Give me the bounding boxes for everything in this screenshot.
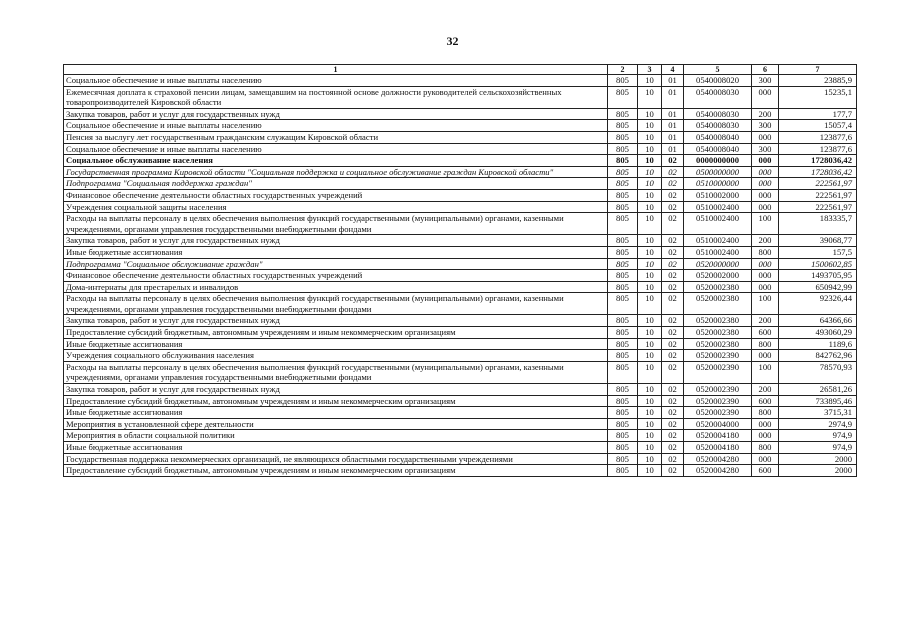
cell-subsection: 02	[662, 338, 684, 350]
cell-name: Предоставление субсидий бюджетным, автономным учреждениям и иным некоммерческим организациям	[64, 395, 608, 407]
cell-amount: 842762,96	[779, 350, 857, 362]
cell-expense-type: 000	[752, 189, 779, 201]
cell-target-article: 0500000000	[684, 166, 752, 178]
cell-ministry-code: 805	[608, 384, 638, 396]
cell-ministry-code: 805	[608, 213, 638, 235]
table-row	[64, 246, 857, 258]
cell-target-article: 0540008040	[684, 143, 752, 155]
cell-target-article: 0520002380	[684, 315, 752, 327]
cell-expense-type: 000	[752, 131, 779, 143]
table-row	[64, 120, 857, 132]
cell-subsection: 02	[662, 384, 684, 396]
cell-name: Дома-интернаты для престарелых и инвалидов	[64, 281, 608, 293]
cell-expense-type: 200	[752, 235, 779, 247]
cell-section: 10	[638, 246, 662, 258]
cell-section: 10	[638, 395, 662, 407]
cell-name: Социальное обеспечение и иные выплаты населению	[64, 75, 608, 87]
header-cell-name: 1	[64, 65, 608, 75]
budget-table	[63, 64, 857, 477]
cell-subsection: 02	[662, 270, 684, 282]
cell-amount: 1728036,42	[779, 155, 857, 167]
cell-name: Закупка товаров, работ и услуг для государственных нужд	[64, 108, 608, 120]
cell-target-article: 0520002380	[684, 293, 752, 315]
table-row	[64, 442, 857, 454]
cell-subsection: 02	[662, 315, 684, 327]
cell-subsection: 01	[662, 75, 684, 87]
cell-name: Иные бюджетные ассигнования	[64, 246, 608, 258]
table-row	[64, 418, 857, 430]
cell-expense-type: 000	[752, 418, 779, 430]
cell-subsection: 02	[662, 327, 684, 339]
table-row	[64, 143, 857, 155]
cell-name: Учреждения социальной защиты населения	[64, 201, 608, 213]
cell-expense-type: 100	[752, 213, 779, 235]
cell-target-article: 0540008020	[684, 75, 752, 87]
cell-amount: 222561,97	[779, 189, 857, 201]
cell-amount: 1500602,85	[779, 258, 857, 270]
cell-amount: 92326,44	[779, 293, 857, 315]
cell-target-article: 0540008030	[684, 86, 752, 108]
cell-name: Подпрограмма "Социальное обслуживание граждан"	[64, 258, 608, 270]
cell-subsection: 02	[662, 246, 684, 258]
cell-ministry-code: 805	[608, 407, 638, 419]
cell-section: 10	[638, 293, 662, 315]
cell-subsection: 01	[662, 86, 684, 108]
cell-section: 10	[638, 418, 662, 430]
table-row	[64, 131, 857, 143]
cell-target-article: 0520002380	[684, 327, 752, 339]
cell-name: Учреждения социального обслуживания населения	[64, 350, 608, 362]
cell-expense-type: 000	[752, 270, 779, 282]
cell-target-article: 0000000000	[684, 155, 752, 167]
table-row	[64, 235, 857, 247]
cell-amount: 222561,97	[779, 201, 857, 213]
cell-ministry-code: 805	[608, 201, 638, 213]
cell-amount: 23885,9	[779, 75, 857, 87]
cell-expense-type: 200	[752, 384, 779, 396]
cell-section: 10	[638, 75, 662, 87]
cell-amount: 222561,97	[779, 178, 857, 190]
cell-amount: 493060,29	[779, 327, 857, 339]
cell-ministry-code: 805	[608, 293, 638, 315]
cell-subsection: 02	[662, 189, 684, 201]
cell-expense-type: 600	[752, 465, 779, 477]
cell-subsection: 01	[662, 131, 684, 143]
cell-section: 10	[638, 189, 662, 201]
table-row	[64, 361, 857, 383]
table-row	[64, 315, 857, 327]
cell-target-article: 0520004180	[684, 430, 752, 442]
cell-target-article: 0520002380	[684, 281, 752, 293]
table-row	[64, 166, 857, 178]
cell-amount: 733895,46	[779, 395, 857, 407]
cell-amount: 177,7	[779, 108, 857, 120]
header-cell-subsection: 4	[662, 65, 684, 75]
header-row	[64, 65, 857, 75]
cell-section: 10	[638, 166, 662, 178]
cell-expense-type: 000	[752, 430, 779, 442]
table-row	[64, 108, 857, 120]
cell-ministry-code: 805	[608, 395, 638, 407]
cell-target-article: 0540008030	[684, 108, 752, 120]
cell-section: 10	[638, 120, 662, 132]
cell-amount: 3715,31	[779, 407, 857, 419]
cell-amount: 39068,77	[779, 235, 857, 247]
table-row	[64, 430, 857, 442]
cell-section: 10	[638, 131, 662, 143]
cell-ministry-code: 805	[608, 108, 638, 120]
cell-expense-type: 200	[752, 315, 779, 327]
cell-name: Мероприятия в области социальной политики	[64, 430, 608, 442]
cell-ministry-code: 805	[608, 465, 638, 477]
cell-name: Расходы на выплаты персоналу в целях обеспечения выполнения функций государственными (муниципальными) органами, казенными учреждениями, органами управления государственными внебюджетными фондами	[64, 361, 608, 383]
cell-section: 10	[638, 258, 662, 270]
cell-target-article: 0520002390	[684, 407, 752, 419]
table-row	[64, 189, 857, 201]
cell-target-article: 0520002000	[684, 270, 752, 282]
cell-ministry-code: 805	[608, 327, 638, 339]
cell-expense-type: 000	[752, 258, 779, 270]
cell-section: 10	[638, 108, 662, 120]
cell-ministry-code: 805	[608, 315, 638, 327]
table-row	[64, 395, 857, 407]
cell-amount: 78570,93	[779, 361, 857, 383]
cell-subsection: 02	[662, 166, 684, 178]
cell-ministry-code: 805	[608, 143, 638, 155]
cell-expense-type: 100	[752, 293, 779, 315]
table-body	[64, 75, 857, 477]
cell-name: Государственная поддержка некоммерческих организаций, не являющихся областными государственными учреждениями	[64, 453, 608, 465]
table-header	[64, 65, 857, 75]
cell-subsection: 01	[662, 143, 684, 155]
cell-target-article: 0520002390	[684, 384, 752, 396]
cell-target-article: 0510002000	[684, 189, 752, 201]
table-row	[64, 75, 857, 87]
cell-section: 10	[638, 178, 662, 190]
cell-subsection: 02	[662, 258, 684, 270]
cell-name: Иные бюджетные ассигнования	[64, 442, 608, 454]
cell-name: Финансовое обеспечение деятельности областных государственных учреждений	[64, 189, 608, 201]
cell-subsection: 01	[662, 120, 684, 132]
cell-name: Иные бюджетные ассигнования	[64, 338, 608, 350]
cell-subsection: 02	[662, 350, 684, 362]
cell-target-article: 0520002390	[684, 350, 752, 362]
table-row	[64, 258, 857, 270]
cell-ministry-code: 805	[608, 131, 638, 143]
cell-amount: 2000	[779, 453, 857, 465]
cell-name: Мероприятия в установленной сфере деятельности	[64, 418, 608, 430]
cell-subsection: 02	[662, 293, 684, 315]
cell-expense-type: 200	[752, 108, 779, 120]
cell-ministry-code: 805	[608, 270, 638, 282]
cell-ministry-code: 805	[608, 430, 638, 442]
cell-amount: 15235,1	[779, 86, 857, 108]
cell-name: Пенсия за выслугу лет государственным гражданским служащим Кировской области	[64, 131, 608, 143]
header-cell-target-article: 5	[684, 65, 752, 75]
cell-target-article: 0520002380	[684, 338, 752, 350]
cell-name: Социальное обслуживание населения	[64, 155, 608, 167]
table-row	[64, 407, 857, 419]
cell-expense-type: 000	[752, 281, 779, 293]
cell-target-article: 0510002400	[684, 246, 752, 258]
cell-ministry-code: 805	[608, 350, 638, 362]
header-cell-ministry: 2	[608, 65, 638, 75]
cell-target-article: 0520004280	[684, 465, 752, 477]
cell-amount: 26581,26	[779, 384, 857, 396]
cell-target-article: 0520002390	[684, 395, 752, 407]
cell-section: 10	[638, 213, 662, 235]
cell-subsection: 02	[662, 201, 684, 213]
cell-amount: 2000	[779, 465, 857, 477]
cell-subsection: 02	[662, 361, 684, 383]
cell-ministry-code: 805	[608, 235, 638, 247]
cell-target-article: 0520004280	[684, 453, 752, 465]
cell-subsection: 02	[662, 178, 684, 190]
header-cell-amount: 7	[779, 65, 857, 75]
cell-subsection: 02	[662, 442, 684, 454]
table-row	[64, 327, 857, 339]
table-row	[64, 178, 857, 190]
cell-expense-type: 000	[752, 166, 779, 178]
table-row	[64, 293, 857, 315]
cell-name: Социальное обеспечение и иные выплаты населению	[64, 143, 608, 155]
table-row	[64, 281, 857, 293]
table-row	[64, 270, 857, 282]
cell-amount: 974,9	[779, 430, 857, 442]
cell-section: 10	[638, 465, 662, 477]
cell-name: Социальное обеспечение и иные выплаты населению	[64, 120, 608, 132]
cell-expense-type: 600	[752, 327, 779, 339]
cell-target-article: 0510002400	[684, 213, 752, 235]
table-row	[64, 350, 857, 362]
cell-expense-type: 000	[752, 453, 779, 465]
cell-target-article: 0520002390	[684, 361, 752, 383]
cell-section: 10	[638, 235, 662, 247]
cell-amount: 123877,6	[779, 131, 857, 143]
cell-name: Ежемесячная доплата к страховой пенсии лицам, замещавшим на постоянной основе должности руководителей сельскохозяйственных товаропроизводителей Кировской области	[64, 86, 608, 108]
cell-amount: 64366,66	[779, 315, 857, 327]
cell-expense-type: 000	[752, 86, 779, 108]
cell-subsection: 02	[662, 281, 684, 293]
cell-subsection: 02	[662, 407, 684, 419]
cell-ministry-code: 805	[608, 418, 638, 430]
cell-ministry-code: 805	[608, 189, 638, 201]
cell-name: Предоставление субсидий бюджетным, автономным учреждениям и иным некоммерческим организациям	[64, 465, 608, 477]
cell-subsection: 02	[662, 465, 684, 477]
cell-subsection: 01	[662, 108, 684, 120]
cell-section: 10	[638, 143, 662, 155]
cell-ministry-code: 805	[608, 361, 638, 383]
cell-section: 10	[638, 430, 662, 442]
cell-amount: 157,5	[779, 246, 857, 258]
cell-subsection: 02	[662, 395, 684, 407]
cell-section: 10	[638, 201, 662, 213]
cell-amount: 1493705,95	[779, 270, 857, 282]
cell-expense-type: 000	[752, 155, 779, 167]
cell-expense-type: 300	[752, 143, 779, 155]
cell-target-article: 0540008040	[684, 131, 752, 143]
cell-expense-type: 300	[752, 75, 779, 87]
header-cell-section: 3	[638, 65, 662, 75]
header-cell-expense-type: 6	[752, 65, 779, 75]
cell-target-article: 0510002400	[684, 235, 752, 247]
table-row	[64, 384, 857, 396]
table-row	[64, 213, 857, 235]
cell-subsection: 02	[662, 418, 684, 430]
table-row	[64, 201, 857, 213]
cell-subsection: 02	[662, 235, 684, 247]
cell-expense-type: 800	[752, 442, 779, 454]
cell-ministry-code: 805	[608, 442, 638, 454]
cell-target-article: 0510000000	[684, 178, 752, 190]
cell-amount: 974,9	[779, 442, 857, 454]
cell-name: Закупка товаров, работ и услуг для государственных нужд	[64, 384, 608, 396]
cell-ministry-code: 805	[608, 338, 638, 350]
cell-section: 10	[638, 442, 662, 454]
cell-expense-type: 000	[752, 178, 779, 190]
cell-expense-type: 300	[752, 120, 779, 132]
cell-ministry-code: 805	[608, 86, 638, 108]
cell-target-article: 0520000000	[684, 258, 752, 270]
cell-ministry-code: 805	[608, 75, 638, 87]
table-row	[64, 338, 857, 350]
cell-amount: 1189,6	[779, 338, 857, 350]
cell-ministry-code: 805	[608, 281, 638, 293]
cell-amount: 15057,4	[779, 120, 857, 132]
cell-expense-type: 000	[752, 201, 779, 213]
cell-section: 10	[638, 361, 662, 383]
cell-section: 10	[638, 86, 662, 108]
cell-section: 10	[638, 327, 662, 339]
cell-name: Расходы на выплаты персоналу в целях обеспечения выполнения функций государственными (муниципальными) органами, казенными учреждениями, органами управления государственными внебюджетными фондами	[64, 213, 608, 235]
table-row	[64, 453, 857, 465]
cell-name: Расходы на выплаты персоналу в целях обеспечения выполнения функций государственными (муниципальными) органами, казенными учреждениями, органами управления государственными внебюджетными фондами	[64, 293, 608, 315]
table-row	[64, 86, 857, 108]
cell-name: Подпрограмма "Социальная поддержка граждан"	[64, 178, 608, 190]
cell-section: 10	[638, 453, 662, 465]
table-row	[64, 155, 857, 167]
cell-subsection: 02	[662, 430, 684, 442]
cell-name: Иные бюджетные ассигнования	[64, 407, 608, 419]
cell-subsection: 02	[662, 453, 684, 465]
table-row	[64, 465, 857, 477]
cell-section: 10	[638, 338, 662, 350]
cell-section: 10	[638, 281, 662, 293]
cell-section: 10	[638, 407, 662, 419]
cell-section: 10	[638, 270, 662, 282]
cell-expense-type: 000	[752, 350, 779, 362]
cell-expense-type: 800	[752, 246, 779, 258]
cell-ministry-code: 805	[608, 155, 638, 167]
cell-ministry-code: 805	[608, 178, 638, 190]
cell-target-article: 0520004180	[684, 442, 752, 454]
cell-expense-type: 600	[752, 395, 779, 407]
cell-ministry-code: 805	[608, 453, 638, 465]
cell-expense-type: 100	[752, 361, 779, 383]
cell-subsection: 02	[662, 213, 684, 235]
cell-amount: 183335,7	[779, 213, 857, 235]
page-number: 32	[446, 34, 459, 48]
cell-expense-type: 800	[752, 338, 779, 350]
cell-section: 10	[638, 155, 662, 167]
cell-ministry-code: 805	[608, 120, 638, 132]
cell-section: 10	[638, 315, 662, 327]
cell-name: Закупка товаров, работ и услуг для государственных нужд	[64, 235, 608, 247]
cell-amount: 123877,6	[779, 143, 857, 155]
cell-target-article: 0520004000	[684, 418, 752, 430]
cell-name: Финансовое обеспечение деятельности областных государственных учреждений	[64, 270, 608, 282]
cell-ministry-code: 805	[608, 246, 638, 258]
cell-ministry-code: 805	[608, 258, 638, 270]
cell-amount: 1728036,42	[779, 166, 857, 178]
cell-amount: 2974,9	[779, 418, 857, 430]
cell-subsection: 02	[662, 155, 684, 167]
cell-amount: 650942,99	[779, 281, 857, 293]
cell-target-article: 0510002400	[684, 201, 752, 213]
cell-ministry-code: 805	[608, 166, 638, 178]
cell-name: Государственная программа Кировской области "Социальная поддержка и социальное обслуживание граждан Кировской области"	[64, 166, 608, 178]
cell-name: Предоставление субсидий бюджетным, автономным учреждениям и иным некоммерческим организациям	[64, 327, 608, 339]
cell-section: 10	[638, 384, 662, 396]
cell-expense-type: 800	[752, 407, 779, 419]
cell-target-article: 0540008030	[684, 120, 752, 132]
cell-section: 10	[638, 350, 662, 362]
cell-name: Закупка товаров, работ и услуг для государственных нужд	[64, 315, 608, 327]
